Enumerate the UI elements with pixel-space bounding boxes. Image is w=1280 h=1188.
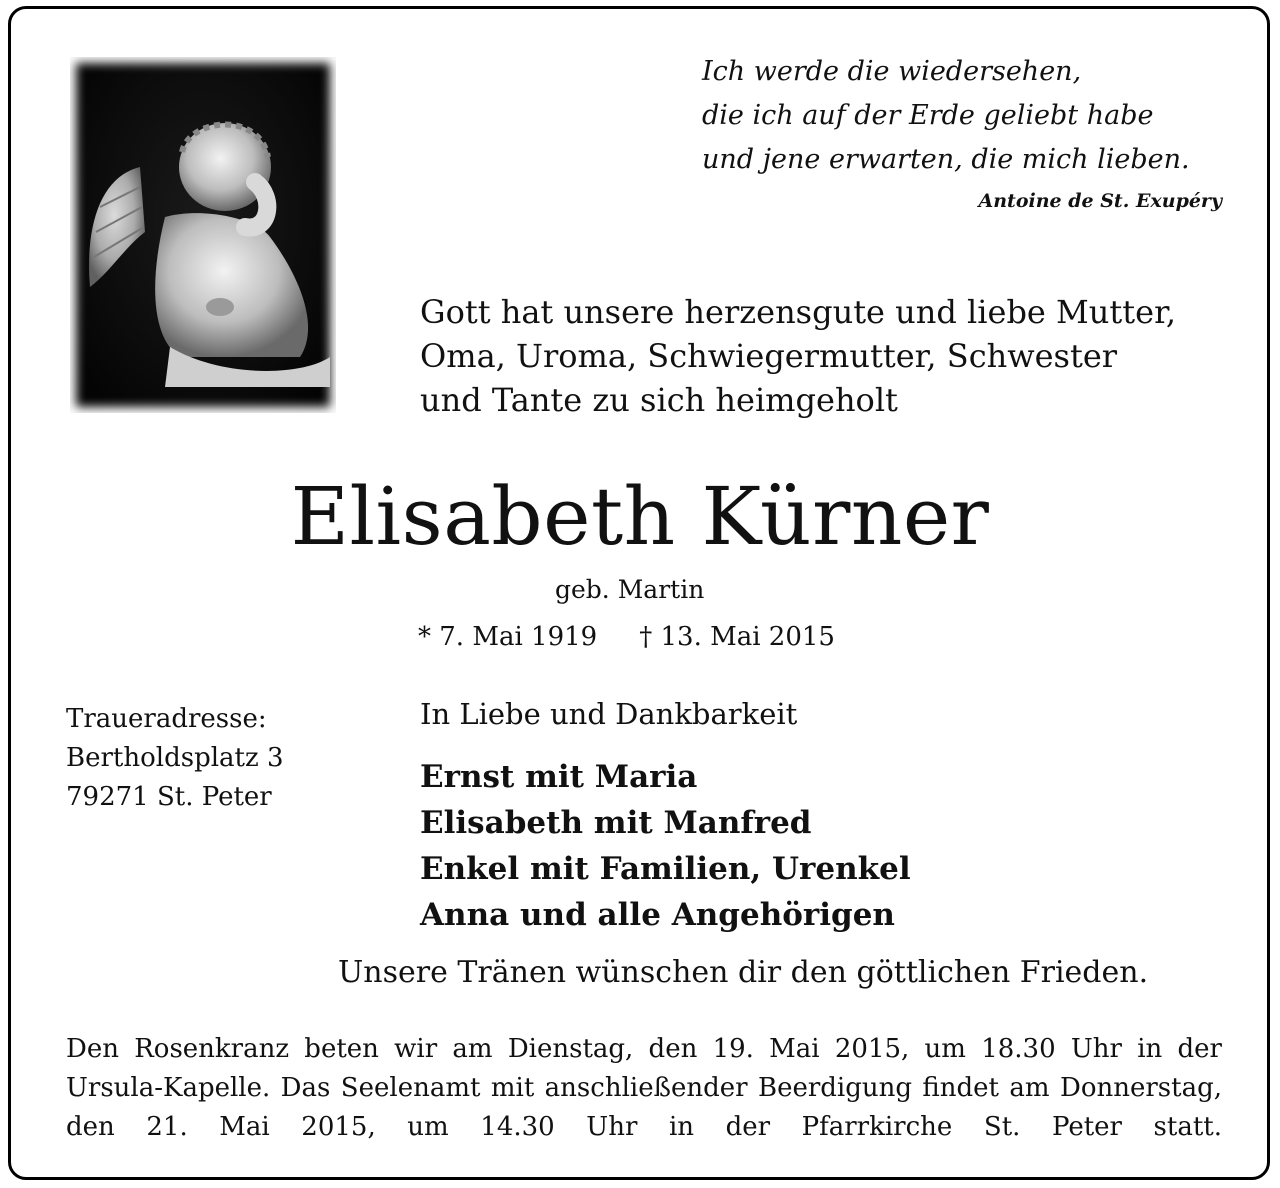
- announcement-line: Gott hat unsere herzensgute und liebe Mutter,: [420, 293, 1177, 331]
- quote-line: und jene erwarten, die mich lieben.: [702, 144, 1190, 175]
- service-notice: Den Rosenkranz beten wir am Dienstag, den 19. Mai 2015, um 18.30 Uhr in der Ursula-Kapelle. Das Seelenamt mit anschließender Beerdigung findet am Donnerstag, den 21. Mai 2015, um 14.30 Uhr in der Pfarrkirche St. Peter statt.: [66, 1034, 1222, 1142]
- mourners-list: [420, 754, 911, 938]
- deceased-name: Elisabeth Kürner: [290, 470, 990, 563]
- angel-statue-icon: [70, 57, 336, 413]
- maiden-name: geb. Martin: [555, 575, 705, 604]
- address-label: Traueradresse:: [66, 704, 267, 734]
- farewell-line: Unsere Tränen wünschen dir den göttlichen Frieden.: [338, 955, 1149, 990]
- quote-line: die ich auf der Erde geliebt habe: [702, 100, 1154, 131]
- mourner-name: Enkel mit Familien, Urenkel: [420, 851, 911, 887]
- mourner-name: Anna und alle Angehörigen: [420, 897, 895, 933]
- announcement-line: Oma, Uroma, Schwiegermutter, Schwester: [420, 337, 1118, 375]
- quote-block: [702, 50, 1222, 216]
- death-date: † 13. Mai 2015: [639, 622, 835, 652]
- life-dates: [418, 622, 835, 652]
- address-city: 79271 St. Peter: [66, 782, 272, 812]
- mourner-name: Ernst mit Maria: [420, 759, 698, 795]
- announcement-line: und Tante zu sich heimgeholt: [420, 381, 898, 419]
- quote-line: Ich werde die wiedersehen,: [702, 56, 1082, 87]
- mourners-intro: In Liebe und Dankbarkeit: [420, 697, 798, 731]
- announcement-text: [420, 290, 1240, 422]
- birth-date: * 7. Mai 1919: [418, 622, 598, 652]
- mourner-name: Elisabeth mit Manfred: [420, 805, 812, 841]
- quote-author: Antoine de St. Exupéry: [978, 190, 1222, 212]
- address-street: Bertholdsplatz 3: [66, 743, 284, 773]
- mourning-address: [66, 700, 283, 817]
